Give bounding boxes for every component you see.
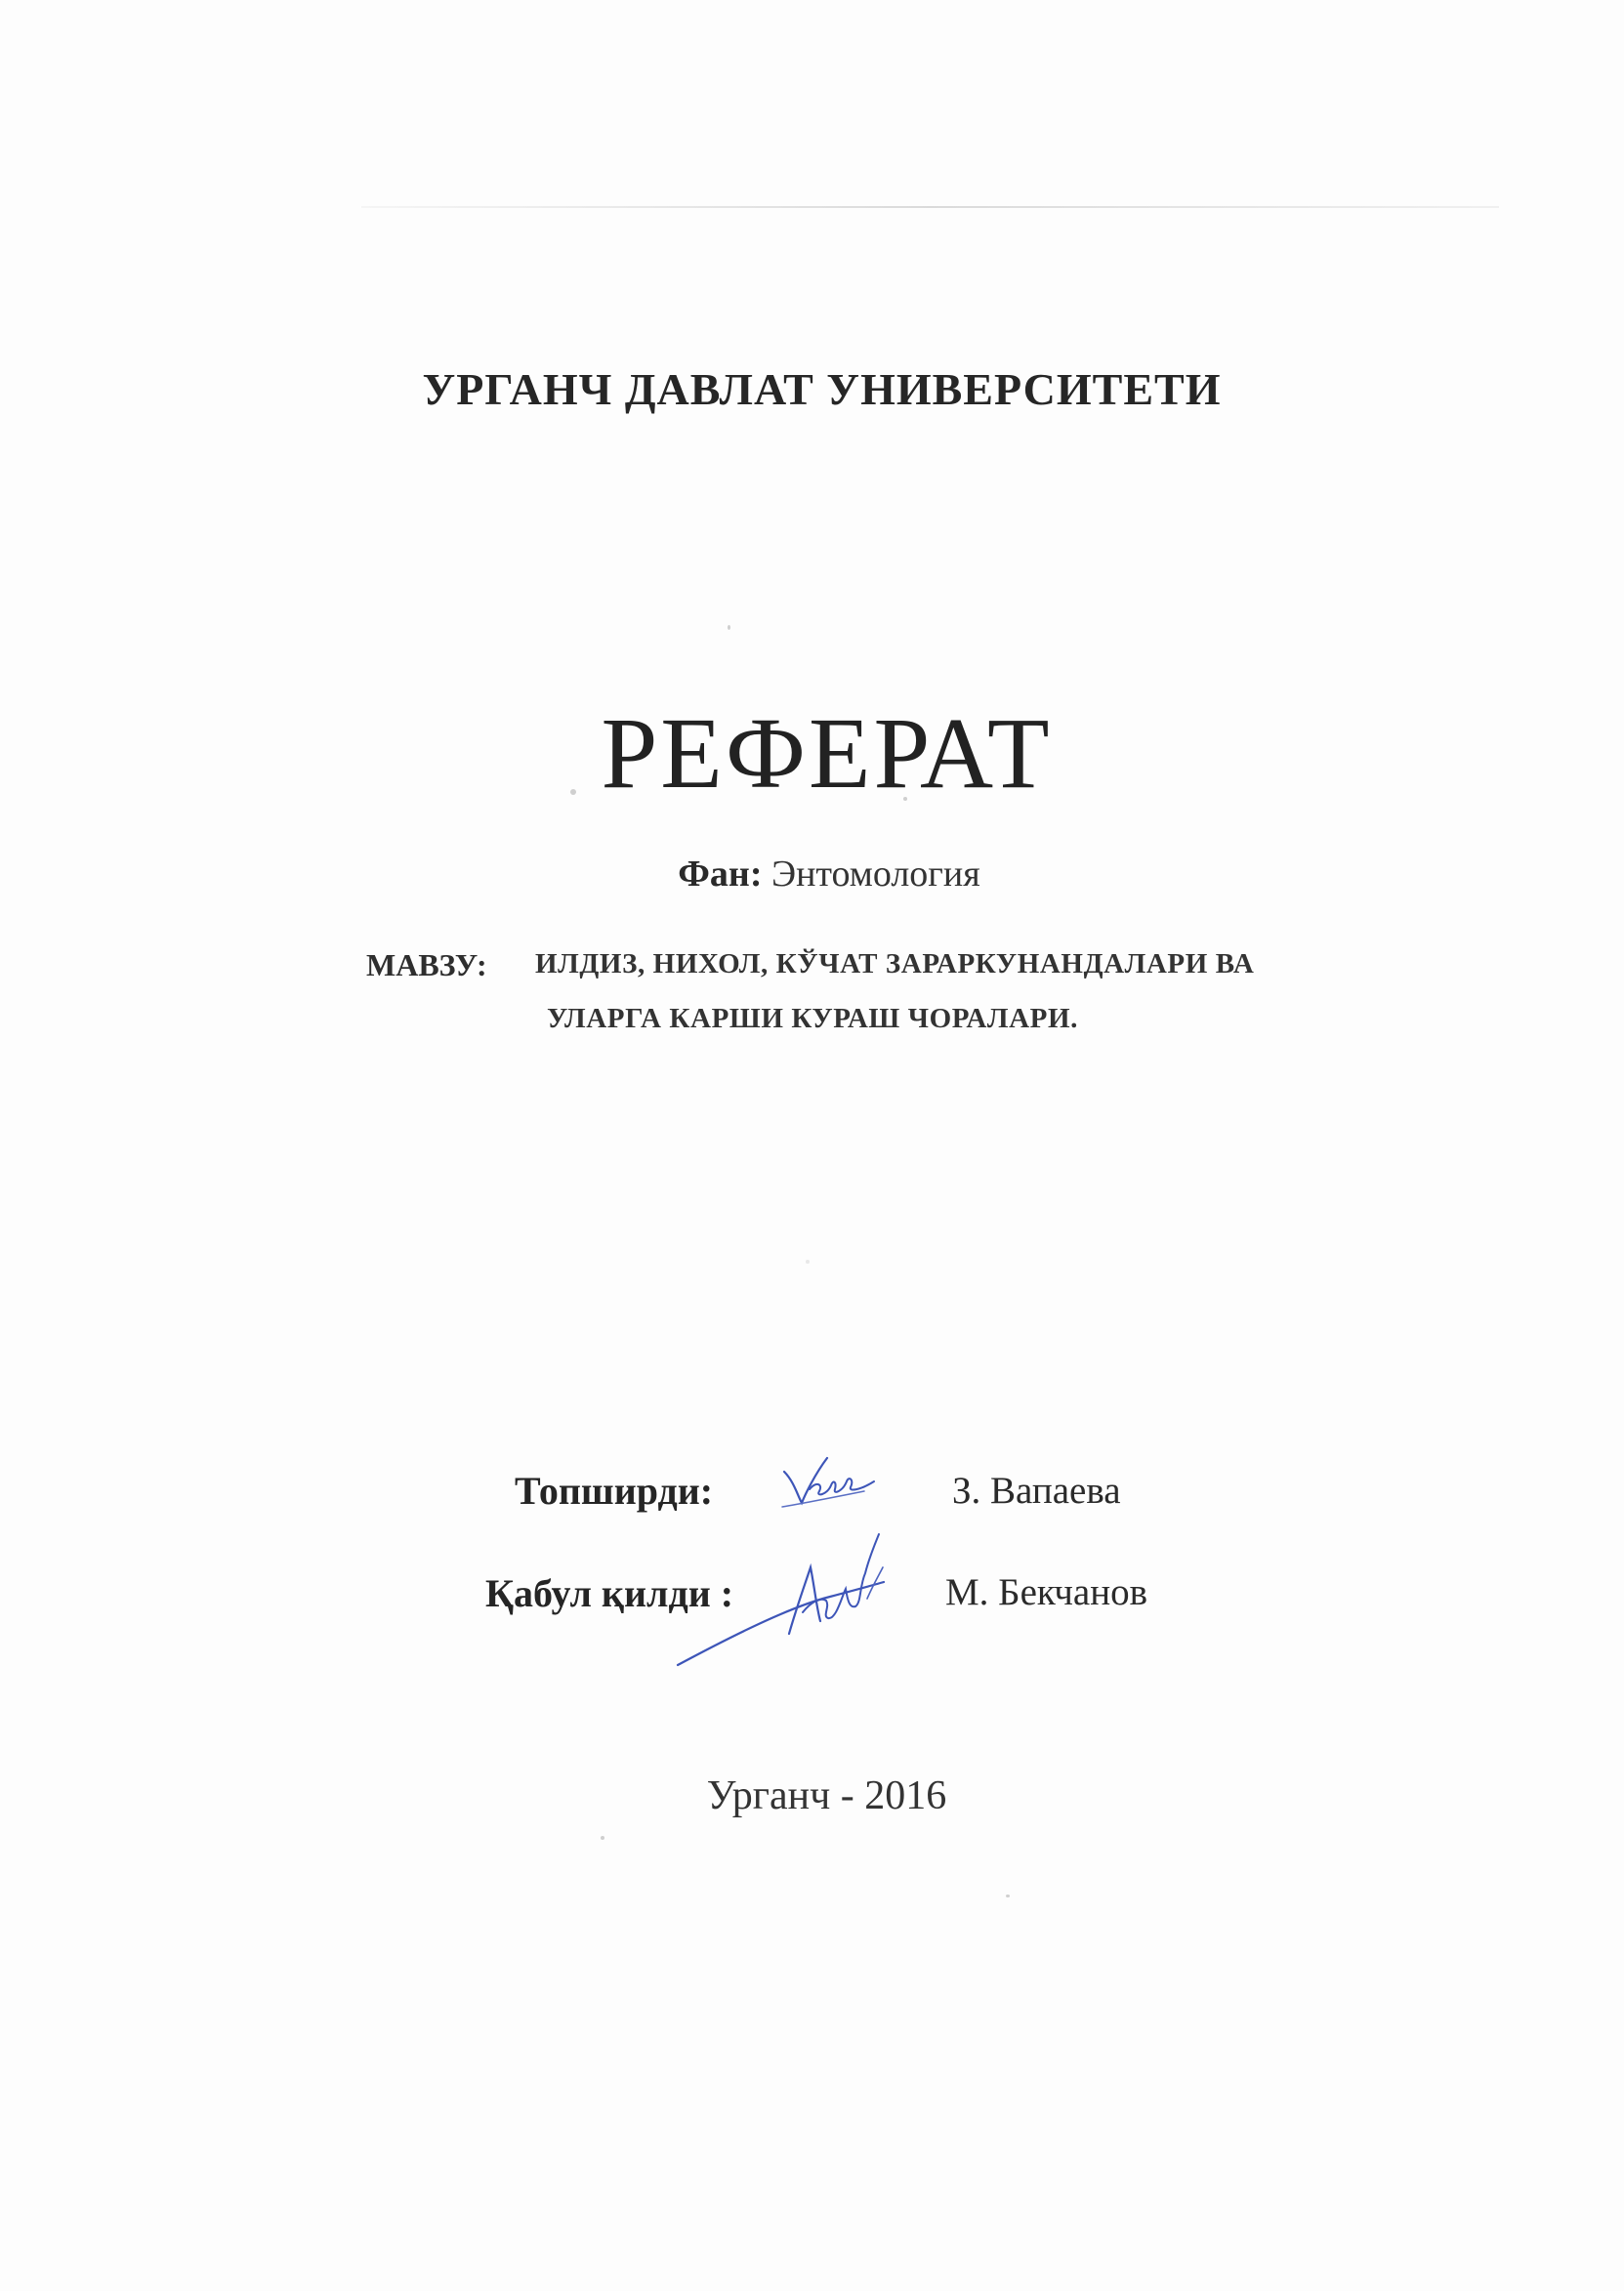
subject-line	[0, 853, 1624, 896]
scan-speck	[903, 797, 907, 801]
submitter-signature	[776, 1452, 884, 1520]
reviewer-name: М. Бекчанов	[945, 1571, 1148, 1613]
topic-line-2: УЛАРГА КАРШИ КУРАШ ЧОРАЛАРИ.	[547, 1003, 1078, 1034]
topic-label: МАВЗУ:	[366, 947, 487, 982]
subject-value: Энтомология	[770, 854, 980, 895]
topic-line-1: ИЛДИЗ, НИХОЛ, КЎЧАТ ЗАРАРКУНАНДАЛАРИ ВА	[535, 948, 1255, 979]
subject-label: Фан:	[678, 854, 763, 895]
submitted-label: Топширди:	[515, 1469, 714, 1513]
reviewer-signature	[674, 1528, 898, 1675]
place-year: Урганч - 2016	[706, 1773, 947, 1818]
top-divider	[361, 206, 1499, 208]
scan-speck	[728, 625, 730, 630]
scan-speck	[570, 789, 576, 795]
submitter-name: З. Вапаева	[952, 1470, 1121, 1512]
scan-speck	[806, 1260, 810, 1264]
scan-speck	[1006, 1895, 1010, 1897]
scan-speck	[601, 1836, 604, 1840]
university-name: УРГАНЧ ДАВЛАТ УНИВЕРСИТЕТИ	[422, 364, 1222, 414]
accepted-label: Қабул қилди :	[485, 1571, 734, 1615]
document-title: РЕФЕРАТ	[601, 697, 1053, 810]
